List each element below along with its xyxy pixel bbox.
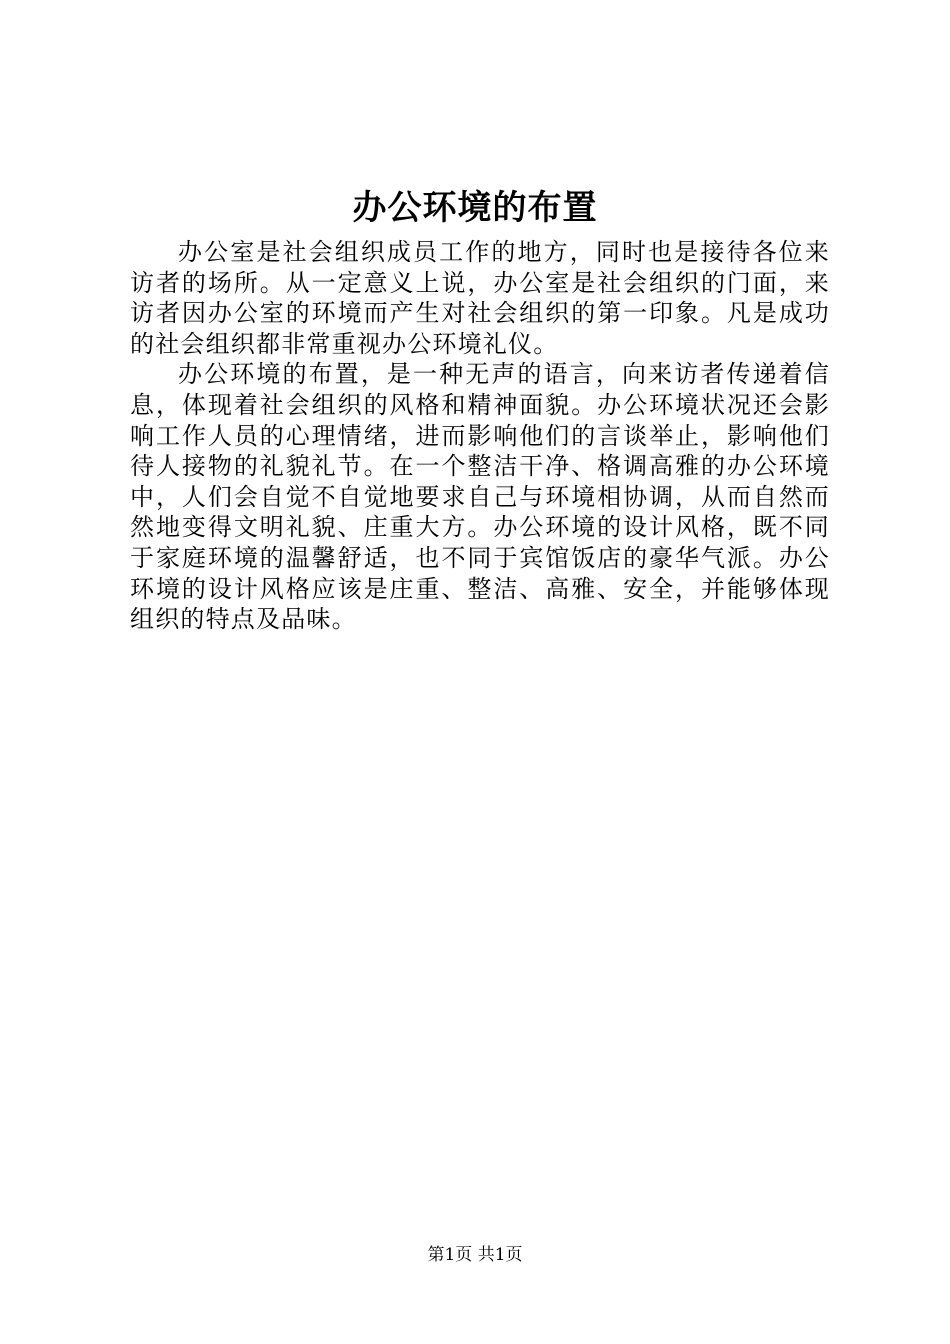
paragraph: 办公环境的布置，是一种无声的语言，向来访者传递着信息，体现着社会组织的风格和精神面貌。办公环境状况还会影响工作人员的心理情绪，进而影响他们的言谈举止，影响他们待人接物的礼貌礼节。在一个整洁干净、格调高雅的办公环境中，人们会自觉不自觉地要求自己与环境相协调，从而自然而然地变得文明礼貌、庄重大方。办公环境的设计风格，既不同于家庭环境的温馨舒适，也不同于宾馆饭店的豪华气派。办公环境的设计风格应该是庄重、整洁、高雅、安全，并能够体现组织的特点及品味。	[130, 360, 830, 634]
paragraph: 办公室是社会组织成员工作的地方，同时也是接待各位来访者的场所。从一定意义上说，办公室是社会组织的门面，来访者因办公室的环境而产生对社会组织的第一印象。凡是成功的社会组织都非常重视办公环境礼仪。	[130, 238, 830, 358]
page-footer: 第1页 共1页	[427, 1245, 523, 1265]
document-title: 办公环境的布置	[352, 188, 598, 228]
document-body	[130, 237, 830, 635]
